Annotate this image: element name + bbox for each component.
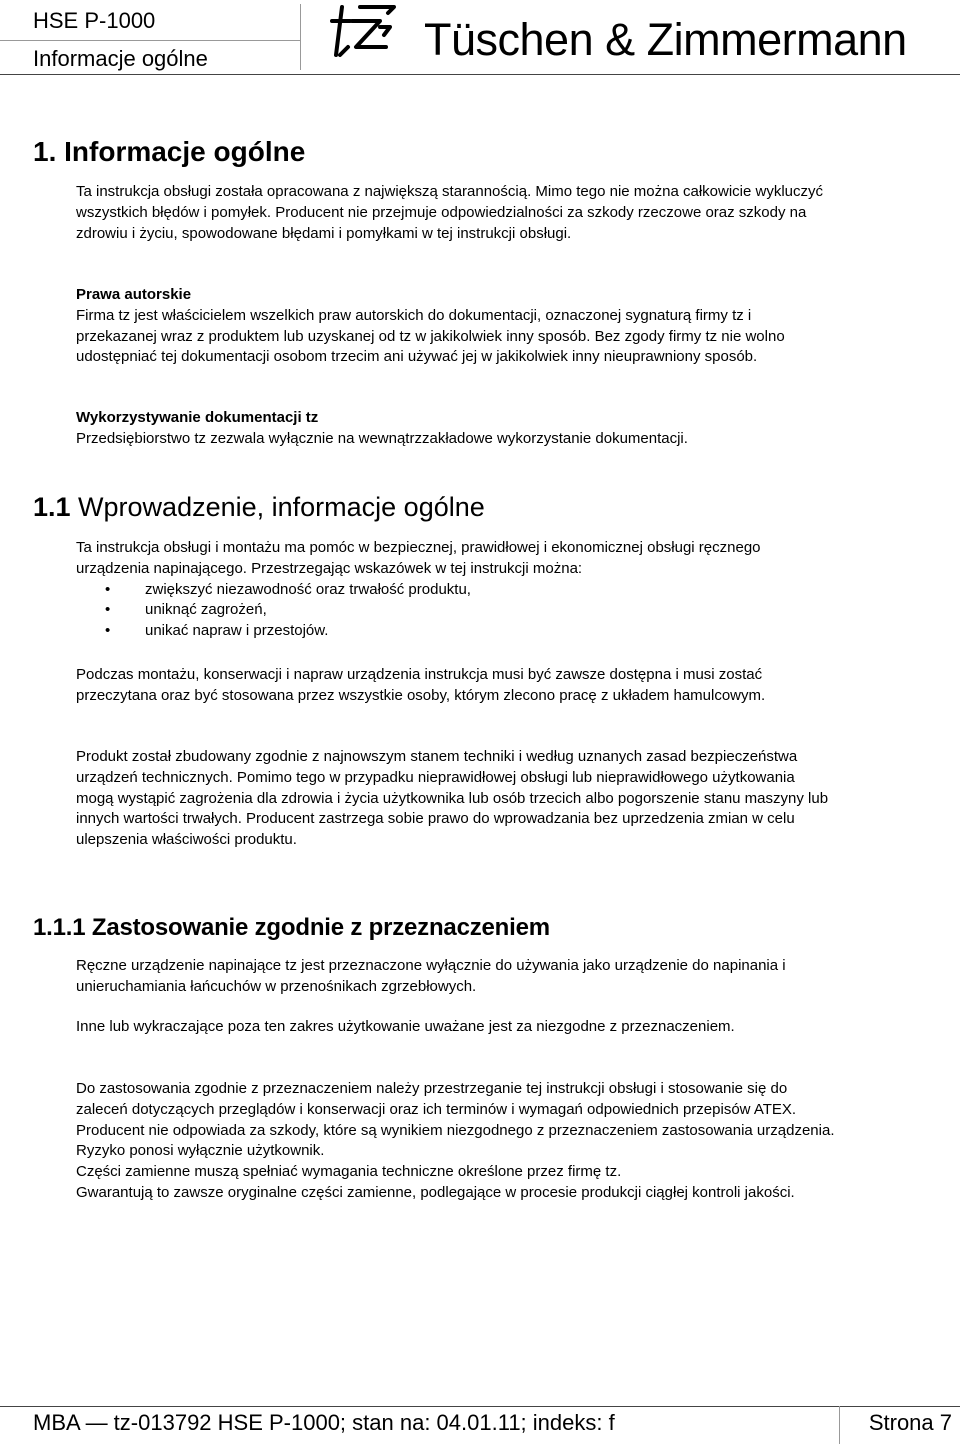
intended-use-paragraph-2: Inne lub wykraczające poza ten zakres użytkowanie uważane jest za niezgodne z przeznaczeniem. [76, 1018, 735, 1035]
header-doc-code: HSE P-1000 [33, 8, 156, 33]
company-name: Tüschen & Zimmermann [424, 14, 907, 65]
page-number: Strona 7 [868, 1410, 952, 1435]
section-title: 1. Informacje ogólne [33, 136, 306, 167]
intro-paragraph: Ta instrukcja obsługi została opracowana z największą starannością. Mimo tego nie można całkowicie wykluczyć wszystkich błędów i pomyłek. Producent nie przejmuje odpowiedzialności za szkody rzeczowe oraz szkody na zdrowiu i życiu, spowodowane błędami i pomyłkami w tej instrukcji obsługi. [76, 183, 824, 242]
header-divider [0, 40, 300, 41]
list-item: • uniknąć zagrożeń, [76, 600, 836, 621]
subsection-paragraph-3-block [76, 747, 836, 851]
subsection-paragraph-2: Podczas montażu, konserwacji i napraw urządzenia instrukcja musi być zawsze dostępna i musi zostać przeczytana oraz być stosowana przez wszystkie osoby, którym zlecono pracę z układem hamulcowym. [76, 666, 766, 704]
benefits-list [76, 580, 836, 642]
usage-block [76, 408, 836, 450]
intended-use-paragraph-2-block [76, 1017, 836, 1038]
header-column-divider [300, 4, 301, 70]
intended-use-line-2: Producent nie odpowiada za szkody, które są wynikiem niezgodnego z przeznaczeniem zastosowania urządzenia. Ryzyko ponosi wyłącznie użytkownik. [76, 1121, 835, 1160]
list-item: • zwiększyć niezawodność oraz trwałość produktu, [76, 580, 836, 601]
intended-use-paragraph-1: Ręczne urządzenie napinające tz jest przeznaczone wyłącznie do używania jako urządzenie do napinania i unieruchamiania łańcuchów w przenośnikach zgrzebłowych. [76, 957, 786, 995]
subsection-title [33, 492, 485, 523]
subsection-number: 1.1 [33, 492, 71, 522]
intended-use-line-1: Do zastosowania zgodnie z przeznaczeniem należy przestrzeganie tej instrukcji obsługi i stosowanie się do zaleceń dotyczących przeglądów i konserwacji oraz ich terminów i wymagań odpowiednich przepisów ATEX. [76, 1080, 797, 1118]
subsection-intro [76, 538, 836, 642]
intended-use-paragraph-1-block [76, 956, 836, 998]
subsubsection-title-text: Zastosowanie zgodnie z przeznaczeniem [85, 914, 550, 941]
subsection-paragraph-2-block [76, 665, 836, 707]
intended-use-paragraph-3-block [76, 1079, 836, 1204]
copyright-heading: Prawa autorskie [76, 286, 192, 303]
footer-doc-info: MBA — tz-013792 HSE P-1000; stan na: 04.01.11; indeks: f [33, 1410, 615, 1435]
section-intro [76, 182, 836, 244]
intended-use-line-4: Gwarantują to zawsze oryginalne części zamienne, podlegające w procesie produkcji ciągłej kontroli jakości. [76, 1183, 795, 1201]
header-section: Informacje ogólne [33, 46, 208, 71]
copyright-block [76, 285, 836, 368]
footer-divider [0, 1406, 960, 1407]
header-bottom-line [0, 74, 960, 75]
subsection-paragraph-1: Ta instrukcja obsługi i montażu ma pomóc w bezpiecznej, prawidłowej i ekonomicznej obsługi ręcznego urządzenia napinającego. Przestrzegając wskazówek w tej instrukcji można: [76, 539, 761, 577]
tz-logo-icon [330, 3, 398, 59]
copyright-paragraph: Firma tz jest właścicielem wszelkich praw autorskich do dokumentacji, oznaczonej sygnaturą firmy tz i przekazanej wraz z produktem lub uzyskanej od tz w jakikolwiek inny sposób. Bez zgody firmy tz nie wolno udostępniać tej dokumentacji osobom trzecim ani używać jej w jakikolwiek inny nieuprawniony sposób. [76, 306, 785, 366]
usage-heading: Wykorzystywanie dokumentacji tz [76, 409, 319, 426]
footer-column-divider [839, 1406, 840, 1444]
list-item: • unikać napraw i przestojów. [76, 621, 836, 642]
subsubsection-number: 1.1.1 [33, 914, 86, 941]
subsubsection-title [33, 914, 550, 942]
usage-paragraph: Przedsiębiorstwo tz zezwala wyłącznie na wewnątrzzakładowe wykorzystanie dokumentacji. [76, 429, 688, 447]
subsection-paragraph-3: Produkt został zbudowany zgodnie z najnowszym stanem techniki i według uznanych zasad bezpieczeństwa urządzeń technicznych. Pomimo tego w przypadku nieprawidłowej obsługi lub nieprawidłowego użytkowania mogą wystąpić zagrożenia dla zdrowia i życia użytkownika lub osób trzecich albo pogorszenie stanu maszyny lub innych wartości trwałych. Producent zastrzega sobie prawo do wprowadzania bez uprzedzenia zmian w celu ulepszenia właściwości produktu. [76, 748, 829, 849]
subsection-title-text: Wprowadzenie, informacje ogólne [70, 492, 485, 522]
intended-use-line-3: Części zamienne muszą spełniać wymagania techniczne określone przez firmę tz. [76, 1163, 622, 1181]
